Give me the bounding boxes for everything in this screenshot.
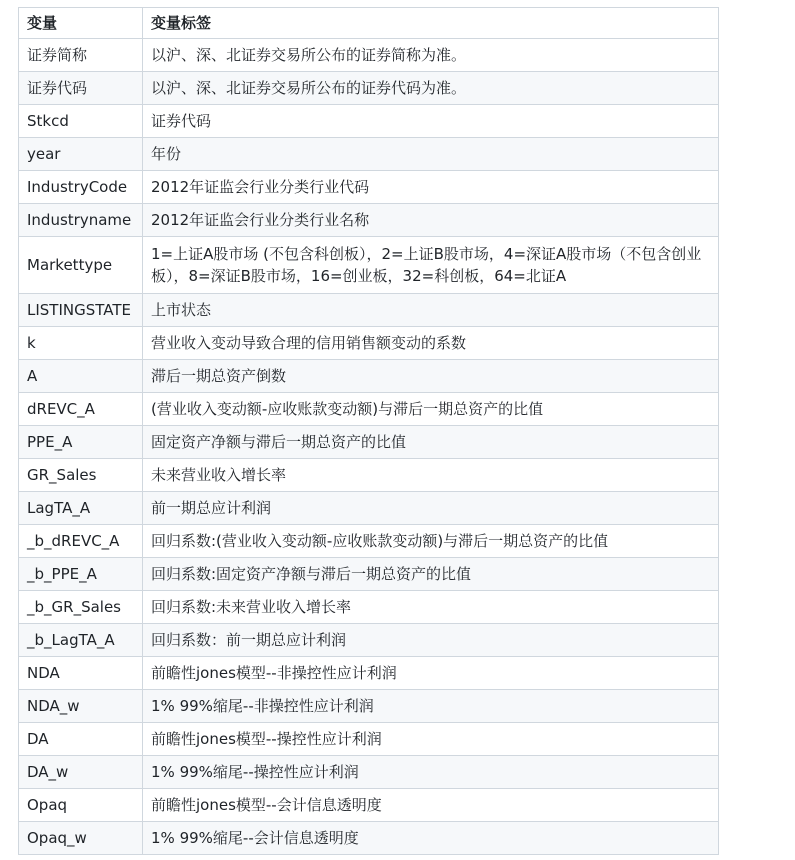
variable-label-cell: 前瞻性jones模型--操控性应计利润 — [143, 723, 719, 756]
table-row — [19, 72, 719, 105]
variable-cell: NDA_w — [19, 690, 143, 723]
variable-cell: Opaq_w — [19, 822, 143, 855]
variable-label-cell: 营业收入变动导致合理的信用销售额变动的系数 — [143, 327, 719, 360]
variable-cell: 证券代码 — [19, 72, 143, 105]
header-variable-label: 变量标签 — [143, 8, 719, 39]
variable-label-cell: 2012年证监会行业分类行业代码 — [143, 171, 719, 204]
header-variable: 变量 — [19, 8, 143, 39]
table-row — [19, 723, 719, 756]
variable-cell: Stkcd — [19, 105, 143, 138]
table-body — [19, 39, 719, 855]
variable-cell: year — [19, 138, 143, 171]
variable-cell: Markettype — [19, 237, 143, 294]
variable-label-cell: 以沪、深、北证券交易所公布的证券简称为准。 — [143, 39, 719, 72]
table-row — [19, 525, 719, 558]
variable-cell: DA_w — [19, 756, 143, 789]
table-row — [19, 360, 719, 393]
table-row — [19, 789, 719, 822]
variable-cell: DA — [19, 723, 143, 756]
variable-cell: Industryname — [19, 204, 143, 237]
variable-label-cell: 回归系数：前一期总应计利润 — [143, 624, 719, 657]
table-row — [19, 138, 719, 171]
table-row — [19, 105, 719, 138]
variable-cell: A — [19, 360, 143, 393]
variable-label-cell: 1% 99%缩尾--会计信息透明度 — [143, 822, 719, 855]
variable-label-cell: 固定资产净额与滞后一期总资产的比值 — [143, 426, 719, 459]
variable-label-cell: 1=上证A股市场 (不包含科创板），2=上证B股市场，4=深证A股市场（不包含创业板），8=深证B股市场，16=创业板，32=科创板，64=北证A — [143, 237, 719, 294]
variable-label-cell: 回归系数:(营业收入变动额-应收账款变动额)与滞后一期总资产的比值 — [143, 525, 719, 558]
table-row — [19, 690, 719, 723]
variable-table-container — [18, 7, 718, 855]
variable-cell: NDA — [19, 657, 143, 690]
table-row — [19, 204, 719, 237]
variable-cell: _b_dREVC_A — [19, 525, 143, 558]
table-row — [19, 39, 719, 72]
table-row — [19, 294, 719, 327]
table-row — [19, 591, 719, 624]
table-row — [19, 657, 719, 690]
variable-label-cell: (营业收入变动额-应收账款变动额)与滞后一期总资产的比值 — [143, 393, 719, 426]
variable-label-cell: 前一期总应计利润 — [143, 492, 719, 525]
variable-cell: LagTA_A — [19, 492, 143, 525]
table-row — [19, 426, 719, 459]
variable-label-cell: 上市状态 — [143, 294, 719, 327]
variable-label-cell: 回归系数:未来营业收入增长率 — [143, 591, 719, 624]
variable-label-cell: 年份 — [143, 138, 719, 171]
variable-table — [18, 7, 719, 855]
table-row — [19, 756, 719, 789]
table-row — [19, 393, 719, 426]
variable-label-cell: 1% 99%缩尾--操控性应计利润 — [143, 756, 719, 789]
variable-cell: _b_GR_Sales — [19, 591, 143, 624]
table-header-row — [19, 8, 719, 39]
variable-label-cell: 前瞻性jones模型--会计信息透明度 — [143, 789, 719, 822]
variable-cell: IndustryCode — [19, 171, 143, 204]
variable-label-cell: 前瞻性jones模型--非操控性应计利润 — [143, 657, 719, 690]
variable-label-cell: 1% 99%缩尾--非操控性应计利润 — [143, 690, 719, 723]
table-row — [19, 327, 719, 360]
variable-cell: _b_PPE_A — [19, 558, 143, 591]
variable-cell: GR_Sales — [19, 459, 143, 492]
variable-label-cell: 以沪、深、北证券交易所公布的证券代码为准。 — [143, 72, 719, 105]
table-row — [19, 624, 719, 657]
variable-label-cell: 回归系数:固定资产净额与滞后一期总资产的比值 — [143, 558, 719, 591]
table-row — [19, 459, 719, 492]
variable-cell: k — [19, 327, 143, 360]
table-row — [19, 492, 719, 525]
variable-label-cell: 滞后一期总资产倒数 — [143, 360, 719, 393]
variable-cell: LISTINGSTATE — [19, 294, 143, 327]
variable-cell: _b_LagTA_A — [19, 624, 143, 657]
variable-cell: Opaq — [19, 789, 143, 822]
table-row — [19, 237, 719, 294]
variable-cell: dREVC_A — [19, 393, 143, 426]
variable-label-cell: 2012年证监会行业分类行业名称 — [143, 204, 719, 237]
variable-label-cell: 证券代码 — [143, 105, 719, 138]
table-row — [19, 822, 719, 855]
variable-cell: 证券简称 — [19, 39, 143, 72]
table-row — [19, 171, 719, 204]
variable-label-cell: 未来营业收入增长率 — [143, 459, 719, 492]
table-row — [19, 558, 719, 591]
variable-cell: PPE_A — [19, 426, 143, 459]
